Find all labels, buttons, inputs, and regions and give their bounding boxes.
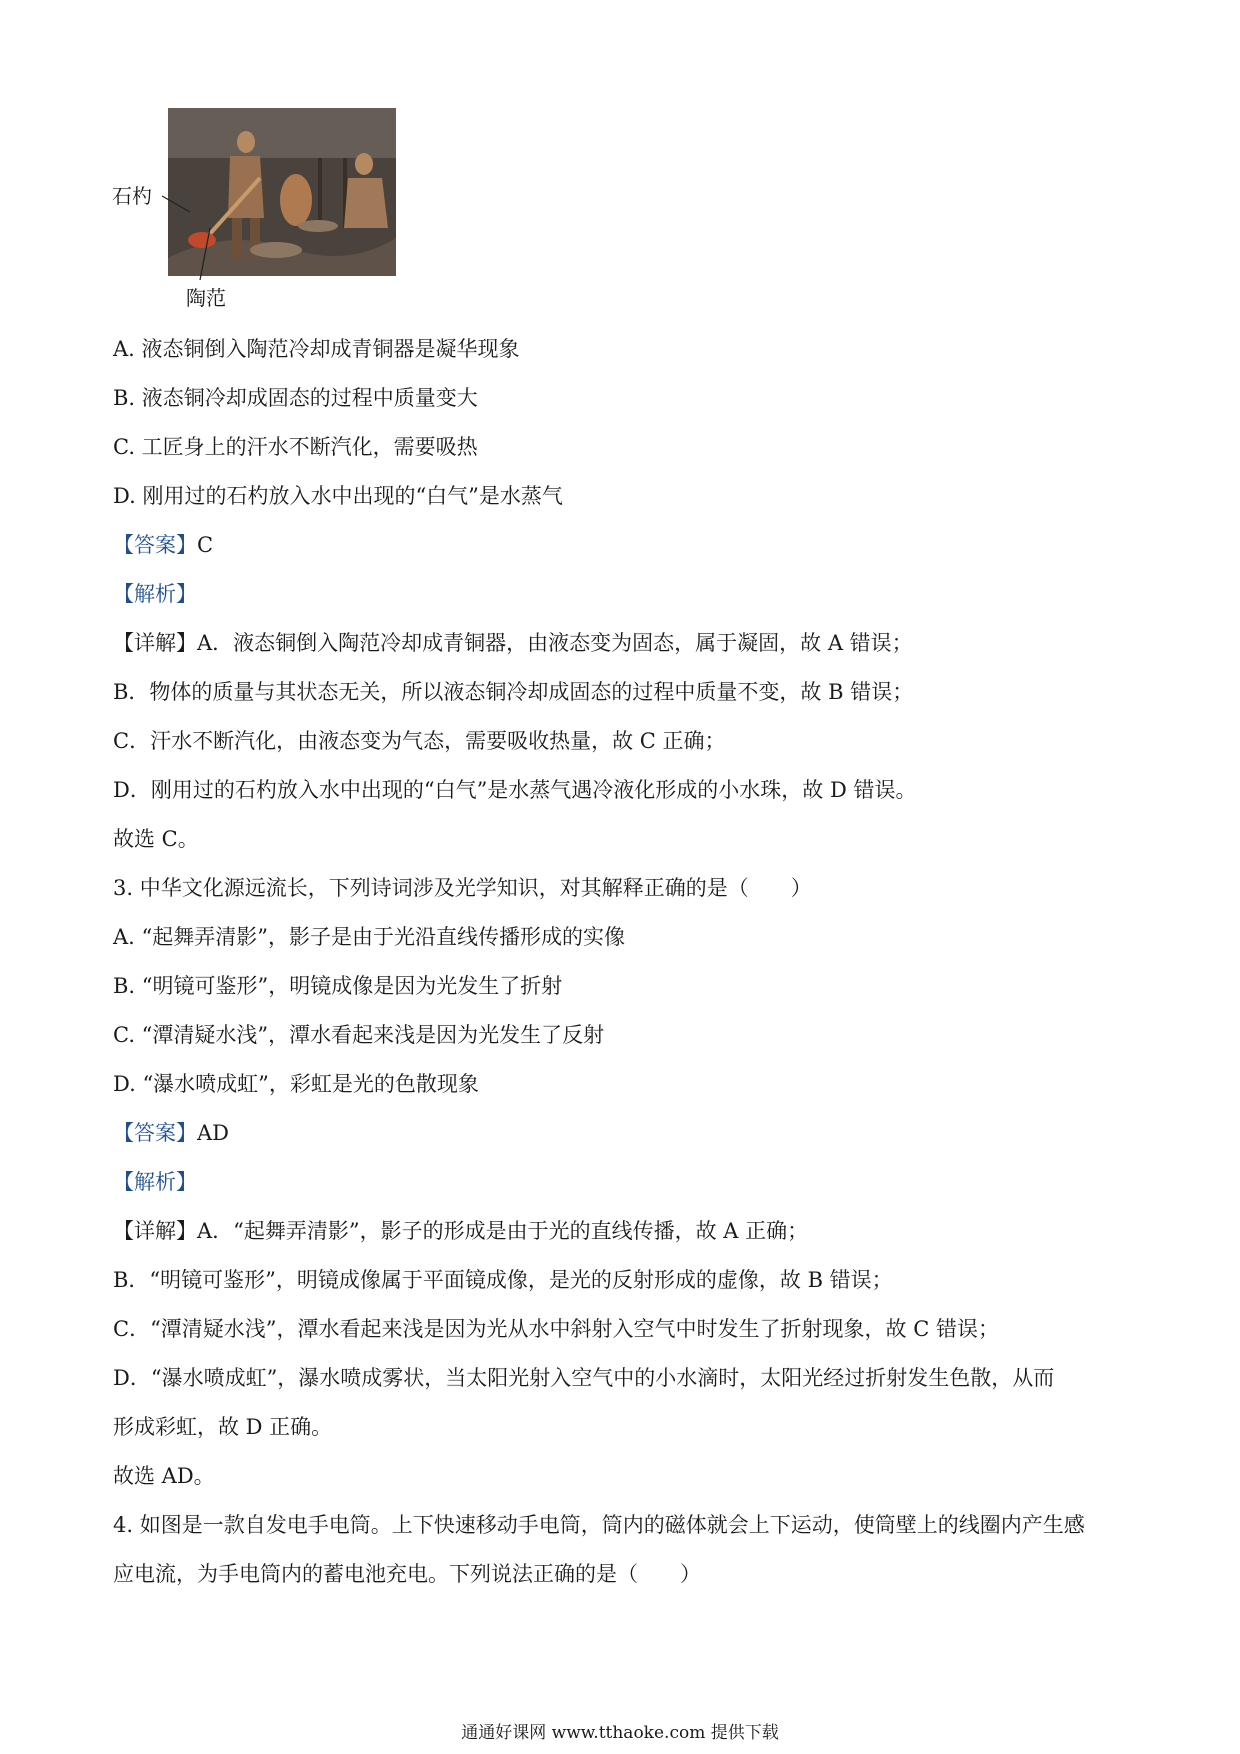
q3-analysis-tag: 【解析】 — [113, 1170, 197, 1194]
q2-detail-a — [113, 628, 913, 658]
q2-analysis-tag: 【解析】 — [113, 582, 197, 606]
q2-detail-c: C．汗水不断汽化，由液态变为气态，需要吸收热量，故 C 正确； — [113, 729, 726, 753]
answer-tag: 【答案】 — [113, 533, 197, 557]
label-stone-ladle: 石杓 — [112, 184, 152, 208]
answer-value: C — [197, 533, 214, 557]
q2-option-a: A. 液态铜倒入陶范冷却成青铜器是凝华现象 — [113, 337, 520, 361]
detail-tag: 【详解】 — [113, 1219, 197, 1243]
q3-detail-d: D．“瀑水喷成虹”，瀑水喷成雾状，当太阳光射入空气中的小水滴时，太阳光经过折射发生色散，从而 — [113, 1366, 1055, 1390]
q3-stem: 3. 中华文化源远流长，下列诗词涉及光学知识，对其解释正确的是（ ） — [113, 876, 812, 900]
figure-leader-lines — [110, 100, 410, 300]
q3-option-a: A. “起舞弄清影”，影子是由于光沿直线传播形成的实像 — [113, 925, 625, 949]
q2-option-c: C. 工匠身上的汗水不断汽化，需要吸热 — [113, 435, 478, 459]
q2-answer — [113, 530, 213, 560]
detail-text: A．液态铜倒入陶范冷却成青铜器，由液态变为固态，属于凝固，故 A 错误； — [197, 631, 913, 655]
q3-detail-d-cont: 形成彩虹，故 D 正确。 — [113, 1415, 333, 1439]
label-clay-mold: 陶范 — [186, 286, 226, 310]
q2-option-d: D. 刚用过的石杓放入水中出现的“白气”是水蒸气 — [113, 484, 563, 508]
page-footer: 通通好课网 www.tthaoke.com 提供下载 — [461, 1723, 779, 1743]
bronze-casting-figure — [110, 100, 410, 310]
q3-detail-b: B．“明镜可鉴形”，明镜成像属于平面镜成像，是光的反射形成的虚像，故 B 错误； — [113, 1268, 893, 1292]
q3-detail-a — [113, 1216, 808, 1246]
q2-detail-d: D．刚用过的石杓放入水中出现的“白气”是水蒸气遇冷液化形成的小水珠，故 D 错误。 — [113, 778, 917, 802]
q3-option-c: C. “潭清疑水浅”，潭水看起来浅是因为光发生了反射 — [113, 1023, 605, 1047]
q3-answer — [113, 1118, 229, 1148]
detail-tag: 【详解】 — [113, 631, 197, 655]
q3-detail-c: C．“潭清疑水浅”，潭水看起来浅是因为光从水中斜射入空气中时发生了折射现象，故 C 错误； — [113, 1317, 999, 1341]
answer-value: AD — [197, 1121, 230, 1145]
q3-option-d: D. “瀑水喷成虹”，彩虹是光的色散现象 — [113, 1072, 479, 1096]
q2-detail-b: B．物体的质量与其状态无关，所以液态铜冷却成固态的过程中质量不变，故 B 错误； — [113, 680, 914, 704]
q2-option-b: B. 液态铜冷却成固态的过程中质量变大 — [113, 386, 478, 410]
q4-stem-line2: 应电流，为手电筒内的蓄电池充电。下列说法正确的是（ ） — [113, 1562, 701, 1586]
detail-text: A．“起舞弄清影”，影子的形成是由于光的直线传播，故 A 正确； — [197, 1219, 809, 1243]
q3-conclusion: 故选 AD。 — [113, 1464, 215, 1488]
answer-tag: 【答案】 — [113, 1121, 197, 1145]
q2-conclusion: 故选 C。 — [113, 827, 199, 851]
q4-stem-line1: 4. 如图是一款自发电手电筒。上下快速移动手电筒，筒内的磁体就会上下运动，使筒壁上的线圈内产生感 — [113, 1513, 1085, 1537]
q3-option-b: B. “明镜可鉴形”，明镜成像是因为光发生了折射 — [113, 974, 563, 998]
